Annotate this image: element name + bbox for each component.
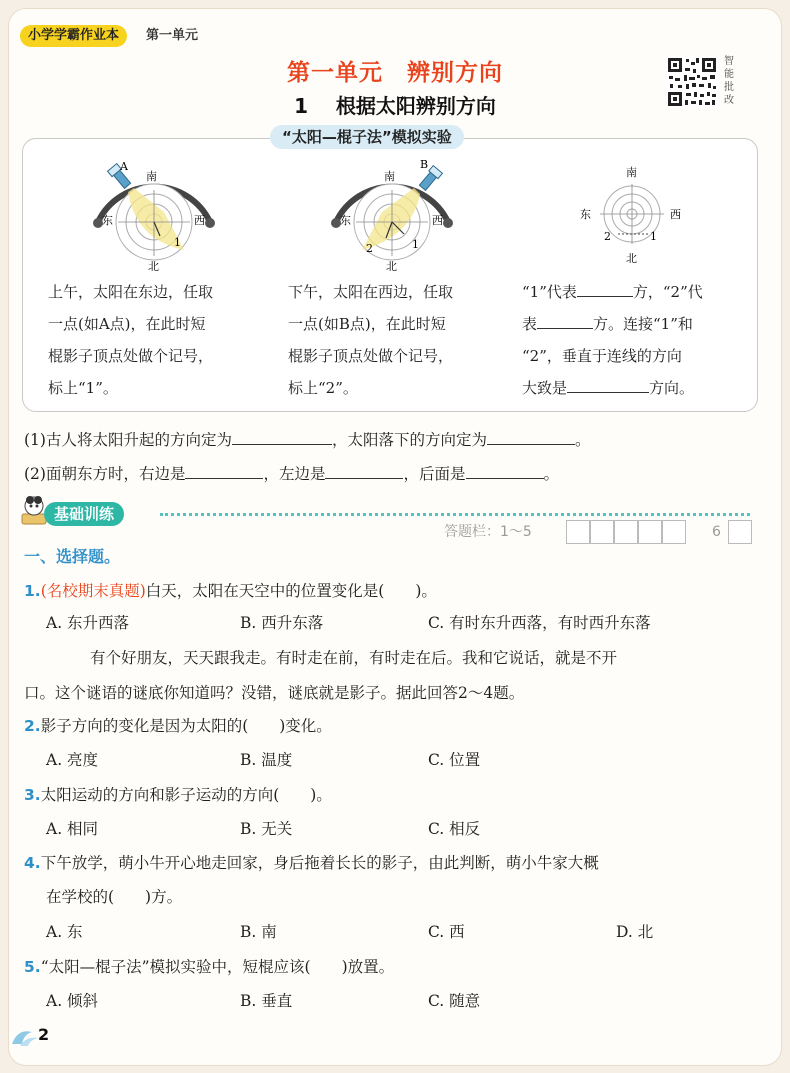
compass-diagram: [552, 150, 712, 274]
q1-option-a[interactable]: A. 东升西落: [46, 614, 130, 632]
answer-box-6[interactable]: [728, 520, 752, 544]
experiment-title: “太阳—棍子法”模拟实验: [270, 125, 464, 149]
afternoon-diagram: [322, 150, 482, 274]
unit-label: 第一单元: [146, 28, 199, 43]
svg-text:西: 西: [194, 214, 205, 227]
q3-option-a[interactable]: A. 相同: [46, 820, 99, 838]
q2-option-a[interactable]: A. 亮度: [46, 751, 99, 769]
question-1: 1.(名校期末真题)白天，太阳在天空中的位置变化是( )。: [24, 582, 437, 600]
question-facing-east: (2)面朝东方时，右边是 ，左边是 ，后面是 。: [24, 462, 559, 484]
q5-option-a[interactable]: A. 倾斜: [46, 992, 99, 1010]
answer-bar-label: 答题栏：1～5: [444, 524, 532, 540]
q3-option-c[interactable]: C. 相反: [428, 820, 481, 838]
svg-text:东: 东: [580, 208, 591, 221]
question-2: 2.影子方向的变化是因为太阳的( )变化。: [24, 717, 332, 735]
experiment-col-conclusion: “1”代表 方，“2”代 表 方。连接“1”和 “2”，垂直于连线的方向 大致是 方向。: [522, 276, 752, 404]
book-badge: 小学学霸作业本: [20, 25, 127, 47]
svg-text:东: 东: [340, 214, 351, 227]
lesson-title-text: 根据太阳辨别方向: [335, 94, 496, 118]
label-point-a: A: [120, 160, 128, 173]
label-point-b: B: [420, 158, 429, 171]
answer-bar-six-label: 6: [712, 524, 721, 540]
q5-option-b[interactable]: B. 垂直: [240, 992, 293, 1010]
blank-field[interactable]: [537, 312, 593, 329]
blank-field[interactable]: [325, 462, 403, 479]
dotted-divider: [160, 513, 750, 516]
qr-code-icon[interactable]: [666, 56, 718, 108]
blank-field[interactable]: [577, 280, 633, 297]
svg-text:北: 北: [626, 252, 637, 265]
svg-text:2: 2: [366, 242, 373, 255]
morning-diagram: [86, 150, 246, 274]
svg-text:1: 1: [174, 236, 181, 249]
q1-option-b[interactable]: B. 西升东落: [240, 614, 324, 632]
unit-title: 第一单元 辨别方向: [287, 60, 503, 86]
answer-box-1[interactable]: [566, 520, 590, 544]
q2-option-b[interactable]: B. 温度: [240, 751, 293, 769]
q3-option-b[interactable]: B. 无关: [240, 820, 293, 838]
exam-tag: (名校期末真题): [40, 582, 146, 600]
q4-option-b[interactable]: B. 南: [240, 923, 277, 941]
answer-box-5[interactable]: [662, 520, 686, 544]
blank-field[interactable]: [487, 428, 575, 445]
svg-text:南: 南: [384, 170, 395, 183]
q2-option-c[interactable]: C. 位置: [428, 751, 481, 769]
svg-text:2: 2: [604, 230, 611, 243]
svg-text:东: 东: [102, 214, 113, 227]
answer-box-4[interactable]: [638, 520, 662, 544]
svg-text:北: 北: [148, 260, 159, 273]
svg-text:西: 西: [432, 214, 443, 227]
riddle-line-2: 口。这个谜语的谜底你知道吗？没错，谜底就是影子。据此回答2～4题。: [24, 684, 525, 702]
q5-option-c[interactable]: C. 随意: [428, 992, 481, 1010]
svg-text:西: 西: [670, 208, 681, 221]
question-4: 4.下午放学，萌小牛开心地走回家，身后拖着长长的影子，由此判断，萌小牛家大概: [24, 854, 599, 872]
question-sunrise: (1)古人将太阳升起的方向定为 ，太阳落下的方向定为 。: [24, 428, 591, 450]
question-3: 3.太阳运动的方向和影子运动的方向( )。: [24, 786, 332, 804]
wave-icon: [10, 1024, 40, 1048]
answer-box-3[interactable]: [614, 520, 638, 544]
q4-option-d[interactable]: D. 北: [616, 923, 654, 941]
blank-field[interactable]: [567, 376, 649, 393]
svg-text:1: 1: [650, 230, 657, 243]
qr-label: 智能批改: [724, 56, 734, 106]
blank-field[interactable]: [466, 462, 544, 479]
svg-text:北: 北: [386, 260, 397, 273]
q4-option-a[interactable]: A. 东: [46, 923, 83, 941]
page-number: 2: [38, 1025, 50, 1044]
svg-text:1: 1: [412, 238, 419, 251]
experiment-col-afternoon: 下午，太阳在西边，任取 一点(如B点)，在此时短 棍影子顶点处做个记号， 标上“2”。: [288, 283, 454, 397]
question-4-cont: 在学校的( )方。: [46, 888, 183, 906]
blank-field[interactable]: [232, 428, 332, 445]
lesson-number: 1: [294, 94, 308, 118]
question-5: 5.“太阳—棍子法”模拟实验中，短棍应该( )放置。: [24, 958, 395, 976]
svg-text:南: 南: [146, 170, 157, 183]
section-basic-training: 基础训练: [44, 502, 124, 526]
svg-text:南: 南: [626, 166, 637, 179]
experiment-col-morning: 上午，太阳在东边，任取 一点(如A点)，在此时短 棍影子顶点处做个记号， 标上“1”。: [48, 283, 214, 397]
section-head-choice: 一、选择题。: [24, 547, 121, 566]
answer-box-2[interactable]: [590, 520, 614, 544]
q4-option-c[interactable]: C. 西: [428, 923, 465, 941]
blank-field[interactable]: [185, 462, 263, 479]
arc-end-west: [205, 218, 215, 228]
q1-option-c[interactable]: C. 有时东升西落，有时西升东落: [428, 614, 651, 632]
riddle-line-1: 有个好朋友，天天跟我走。有时走在前，有时走在后。我和它说话，就是不开: [90, 649, 618, 667]
